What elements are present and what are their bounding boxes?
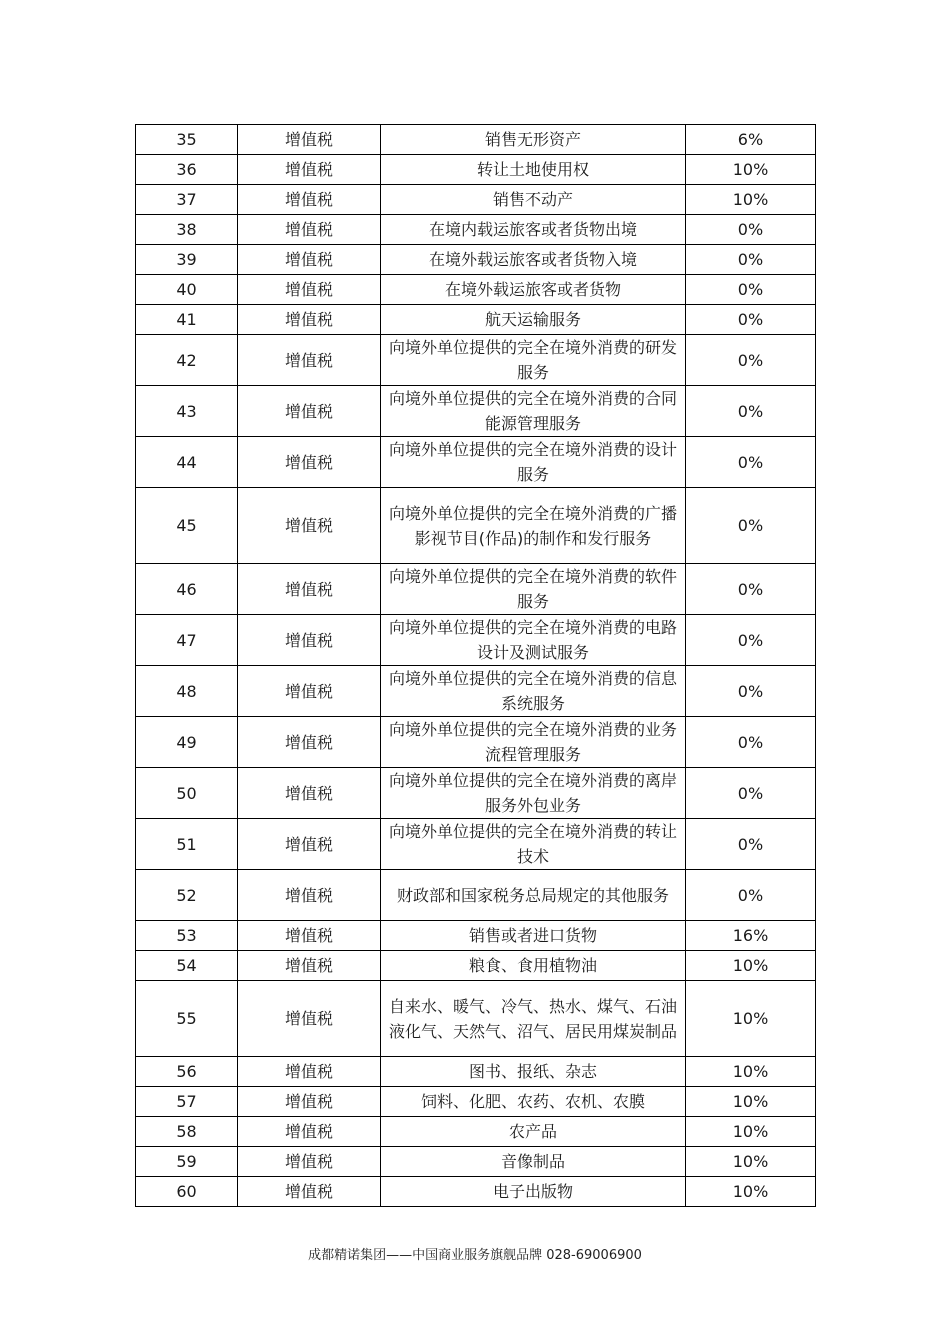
- tax-rate: 0%: [686, 305, 816, 335]
- taxable-item: 财政部和国家税务总局规定的其他服务: [381, 870, 686, 921]
- tax-type: 增值税: [238, 819, 381, 870]
- taxable-item: 向境外单位提供的完全在境外消费的研发服务: [381, 335, 686, 386]
- tax-type: 增值税: [238, 437, 381, 488]
- tax-rate: 0%: [686, 275, 816, 305]
- table-row: [136, 305, 816, 335]
- row-number: 46: [136, 564, 238, 615]
- table-row: [136, 981, 816, 1057]
- page-footer: 成都精诺集团——中国商业服务旗舰品牌 028-69006900: [308, 1248, 642, 1263]
- tax-rate: 0%: [686, 615, 816, 666]
- tax-rate: 10%: [686, 951, 816, 981]
- taxable-item: 向境外单位提供的完全在境外消费的广播影视节目(作品)的制作和发行服务: [381, 488, 686, 564]
- tax-rate: 10%: [686, 1057, 816, 1087]
- table-row: [136, 1057, 816, 1087]
- row-number: 48: [136, 666, 238, 717]
- tax-rate: 0%: [686, 488, 816, 564]
- taxable-item: 向境外单位提供的完全在境外消费的设计服务: [381, 437, 686, 488]
- tax-rate: 0%: [686, 245, 816, 275]
- table-row: [136, 870, 816, 921]
- tax-rate: 0%: [686, 335, 816, 386]
- row-number: 44: [136, 437, 238, 488]
- table-row: [136, 564, 816, 615]
- tax-type: 增值税: [238, 768, 381, 819]
- row-number: 43: [136, 386, 238, 437]
- table-row: [136, 185, 816, 215]
- row-number: 35: [136, 125, 238, 155]
- tax-rate: 10%: [686, 1177, 816, 1207]
- taxable-item: 向境外单位提供的完全在境外消费的合同能源管理服务: [381, 386, 686, 437]
- taxable-item: 向境外单位提供的完全在境外消费的离岸服务外包业务: [381, 768, 686, 819]
- tax-type: 增值税: [238, 386, 381, 437]
- taxable-item: 饲料、化肥、农药、农机、农膜: [381, 1087, 686, 1117]
- taxable-item: 在境内载运旅客或者货物出境: [381, 215, 686, 245]
- taxable-item: 在境外载运旅客或者货物入境: [381, 245, 686, 275]
- row-number: 58: [136, 1117, 238, 1147]
- table-row: [136, 1117, 816, 1147]
- taxable-item: 音像制品: [381, 1147, 686, 1177]
- row-number: 41: [136, 305, 238, 335]
- tax-type: 增值税: [238, 717, 381, 768]
- tax-type: 增值税: [238, 488, 381, 564]
- row-number: 47: [136, 615, 238, 666]
- tax-type: 增值税: [238, 921, 381, 951]
- tax-rate: 0%: [686, 717, 816, 768]
- tax-rate-table: [135, 124, 816, 1207]
- tax-rate: 6%: [686, 125, 816, 155]
- row-number: 39: [136, 245, 238, 275]
- taxable-item: 转让土地使用权: [381, 155, 686, 185]
- taxable-item: 向境外单位提供的完全在境外消费的信息系统服务: [381, 666, 686, 717]
- row-number: 56: [136, 1057, 238, 1087]
- tax-type: 增值税: [238, 615, 381, 666]
- table-row: [136, 615, 816, 666]
- taxable-item: 航天运输服务: [381, 305, 686, 335]
- row-number: 51: [136, 819, 238, 870]
- row-number: 45: [136, 488, 238, 564]
- tax-rate: 10%: [686, 981, 816, 1057]
- tax-rate: 0%: [686, 215, 816, 245]
- tax-rate: 10%: [686, 1117, 816, 1147]
- taxable-item: 销售无形资产: [381, 125, 686, 155]
- tax-type: 增值税: [238, 1117, 381, 1147]
- tax-rate: 10%: [686, 185, 816, 215]
- row-number: 42: [136, 335, 238, 386]
- row-number: 36: [136, 155, 238, 185]
- tax-type: 增值税: [238, 1147, 381, 1177]
- tax-type: 增值税: [238, 1087, 381, 1117]
- tax-type: 增值税: [238, 185, 381, 215]
- taxable-item: 销售不动产: [381, 185, 686, 215]
- row-number: 60: [136, 1177, 238, 1207]
- taxable-item: 向境外单位提供的完全在境外消费的转让技术: [381, 819, 686, 870]
- tax-type: 增值税: [238, 870, 381, 921]
- table-row: [136, 951, 816, 981]
- table-row: [136, 215, 816, 245]
- row-number: 50: [136, 768, 238, 819]
- table-row: [136, 125, 816, 155]
- tax-rate: 0%: [686, 768, 816, 819]
- tax-type: 增值税: [238, 1177, 381, 1207]
- tax-rate: 10%: [686, 155, 816, 185]
- tax-type: 增值税: [238, 245, 381, 275]
- tax-type: 增值税: [238, 666, 381, 717]
- table-row: [136, 488, 816, 564]
- taxable-item: 向境外单位提供的完全在境外消费的软件服务: [381, 564, 686, 615]
- table-row: [136, 1087, 816, 1117]
- row-number: 52: [136, 870, 238, 921]
- row-number: 49: [136, 717, 238, 768]
- taxable-item: 自来水、暖气、冷气、热水、煤气、石油液化气、天然气、沼气、居民用煤炭制品: [381, 981, 686, 1057]
- tax-rate: 0%: [686, 666, 816, 717]
- tax-type: 增值税: [238, 155, 381, 185]
- tax-type: 增值税: [238, 305, 381, 335]
- tax-rate: 0%: [686, 870, 816, 921]
- tax-type: 增值税: [238, 125, 381, 155]
- tax-type: 增值税: [238, 275, 381, 305]
- taxable-item: 图书、报纸、杂志: [381, 1057, 686, 1087]
- tax-rate-table-body: [136, 125, 816, 1207]
- table-row: [136, 768, 816, 819]
- taxable-item: 粮食、食用植物油: [381, 951, 686, 981]
- table-row: [136, 155, 816, 185]
- tax-rate: 0%: [686, 437, 816, 488]
- tax-rate: 0%: [686, 819, 816, 870]
- row-number: 53: [136, 921, 238, 951]
- tax-type: 增值税: [238, 981, 381, 1057]
- table-row: [136, 335, 816, 386]
- tax-rate: 10%: [686, 1147, 816, 1177]
- taxable-item: 电子出版物: [381, 1177, 686, 1207]
- row-number: 38: [136, 215, 238, 245]
- tax-rate: 10%: [686, 1087, 816, 1117]
- tax-rate: 0%: [686, 564, 816, 615]
- table-row: [136, 245, 816, 275]
- tax-rate: 0%: [686, 386, 816, 437]
- table-row: [136, 1147, 816, 1177]
- row-number: 57: [136, 1087, 238, 1117]
- table-row: [136, 275, 816, 305]
- table-row: [136, 921, 816, 951]
- table-row: [136, 717, 816, 768]
- tax-type: 增值税: [238, 564, 381, 615]
- tax-type: 增值税: [238, 1057, 381, 1087]
- row-number: 37: [136, 185, 238, 215]
- table-row: [136, 819, 816, 870]
- table-row: [136, 437, 816, 488]
- tax-type: 增值税: [238, 335, 381, 386]
- taxable-item: 销售或者进口货物: [381, 921, 686, 951]
- row-number: 40: [136, 275, 238, 305]
- row-number: 54: [136, 951, 238, 981]
- taxable-item: 农产品: [381, 1117, 686, 1147]
- taxable-item: 向境外单位提供的完全在境外消费的电路设计及测试服务: [381, 615, 686, 666]
- tax-type: 增值税: [238, 215, 381, 245]
- table-row: [136, 386, 816, 437]
- table-row: [136, 666, 816, 717]
- table-row: [136, 1177, 816, 1207]
- row-number: 59: [136, 1147, 238, 1177]
- taxable-item: 在境外载运旅客或者货物: [381, 275, 686, 305]
- tax-type: 增值税: [238, 951, 381, 981]
- tax-rate: 16%: [686, 921, 816, 951]
- row-number: 55: [136, 981, 238, 1057]
- taxable-item: 向境外单位提供的完全在境外消费的业务流程管理服务: [381, 717, 686, 768]
